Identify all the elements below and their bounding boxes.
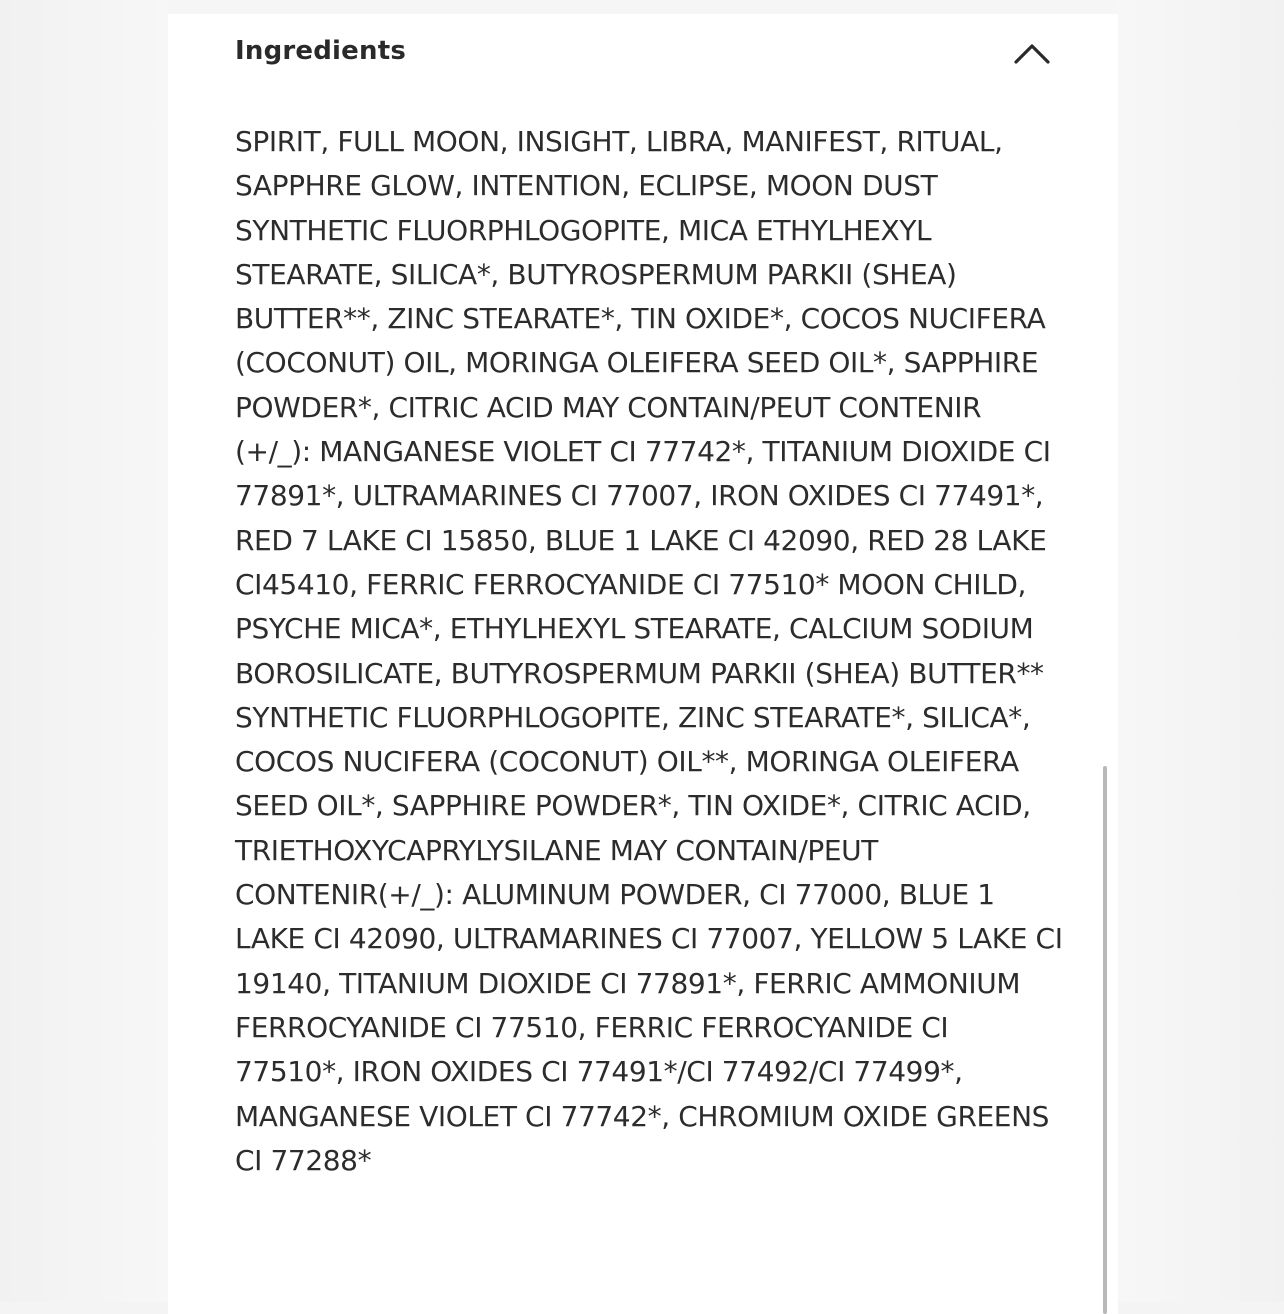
page-background-right: [1118, 0, 1284, 1302]
accordion-header[interactable]: [168, 14, 1118, 92]
accordion-title: Ingredients: [235, 36, 407, 66]
page-background-left: [0, 0, 168, 1302]
chevron-up-icon[interactable]: [1012, 40, 1052, 66]
ingredients-accordion: [168, 14, 1118, 1314]
ingredients-text: SPIRIT, FULL MOON, INSIGHT, LIBRA, MANIFEST, RITUAL, SAPPHRE GLOW, INTENTION, ECLIPSE, MOON DUST SYNTHETIC FLUORPHLOGOPITE, MICA ETHYLHEXYL STEARATE, SILICA*, BUTYROSPERMUM PARKII (SHEA) BUTTER**, ZINC STEARATE*, TIN OXIDE*, COCOS NUCIFERA (COCONUT) OIL, MORINGA OLEIFERA SEED OIL*, SAPPHIRE POWDER*, CITRIC ACID MAY CONTAIN/PEUT CONTENIR (+/_): MANGANESE VIOLET CI 77742*, TITANIUM DIOXIDE CI 77891*, ULTRAMARINES CI 77007, IRON OXIDES CI 77491*, RED 7 LAKE CI 15850, BLUE 1 LAKE CI 42090, RED 28 LAKE CI45410, FERRIC FERROCYANIDE CI 77510* MOON CHILD, PSYCHE MICA*, ETHYLHEXYL STEARATE, CALCIUM SODIUM BOROSILICATE, BUTYROSPERMUM PARKII (SHEA) BUTTER** SYNTHETIC FLUORPHLOGOPITE, ZINC STEARATE*, SILICA*, COCOS NUCIFERA (COCONUT) OIL**, MORINGA OLEIFERA SEED OIL*, SAPPHIRE POWDER*, TIN OXIDE*, CITRIC ACID, TRIETHOXYCAPRYLYSILANE MAY CONTAIN/PEUT CONTENIR(+/_): ALUMINUM POWDER, CI 77000, BLUE 1 LAKE CI 42090, ULTRAMARINES CI 77007, YELLOW 5 LAKE CI 19140, TITANIUM DIOXIDE CI 77891*, FERRIC AMMONIUM FERROCYANIDE CI 77510, FERRIC FERROCYANIDE CI 77510*, IRON OXIDES CI 77491*/CI 77492/CI 77499*, MANGANESE VIOLET CI 77742*, CHROMIUM OXIDE GREENS CI 77288*: [235, 125, 1063, 1177]
scrollbar-thumb[interactable]: [1103, 766, 1107, 1314]
